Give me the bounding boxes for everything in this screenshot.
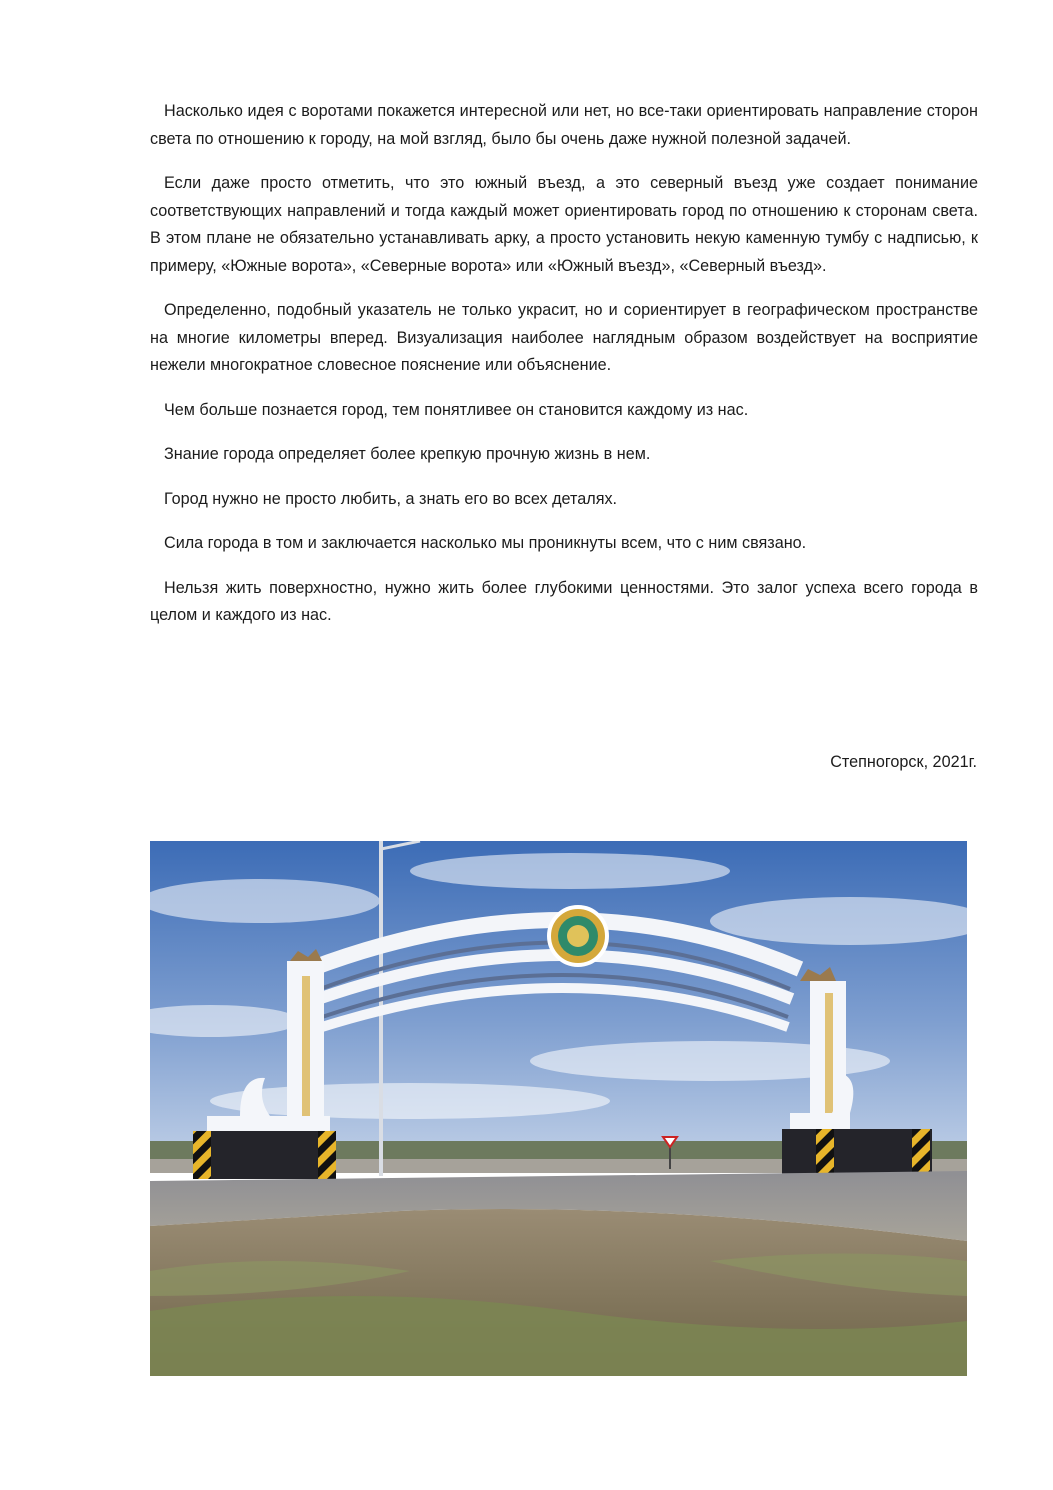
- city-emblem: [549, 907, 607, 965]
- article-body: [150, 98, 978, 647]
- paragraph: Чем больше познается город, тем понятливее он становится каждому из нас.: [164, 400, 749, 419]
- arch-illustration: [150, 841, 967, 1376]
- paragraph: Насколько идея с воротами покажется интересной или нет, но все-таки ориентировать направление сторон света по отношению к городу, на мой взгляд, было бы очень даже нужной полезной задачей.: [150, 102, 978, 148]
- paragraph: Определенно, подобный указатель не только украсит, но и сориентирует в географическом пространстве на многие километры вперед. Визуализация наиболее наглядным образом воздействует на восприятие нежели многократное словесное пояснение или объяснение.: [150, 301, 978, 374]
- paragraph: Город нужно не просто любить, а знать его во всех деталях.: [164, 489, 618, 508]
- paragraph: Нельзя жить поверхностно, нужно жить более глубокими ценностями. Это залог успеха всего города в целом и каждого из нас.: [150, 578, 978, 624]
- arch-photo: [150, 841, 967, 1376]
- paragraph: Знание города определяет более крепкую прочную жизнь в нем.: [164, 445, 651, 463]
- signature-place-date: Степногорск, 2021г.: [830, 753, 977, 771]
- paragraph: Если даже просто отметить, что это южный въезд, а это северный въезд уже создает понимание соответствующих направлений и тогда каждый может ориентировать город по отношению к сторонам света. В этом плане не обязательно устанавливать арку, а просто установить некую каменную тумбу с надписью, к примеру, «Южные ворота», «Северные ворота» или «Южный въезд», «Северный въезд».: [150, 174, 978, 275]
- paragraph: Сила города в том и заключается насколько мы проникнуты всем, что с ним связано.: [164, 534, 807, 552]
